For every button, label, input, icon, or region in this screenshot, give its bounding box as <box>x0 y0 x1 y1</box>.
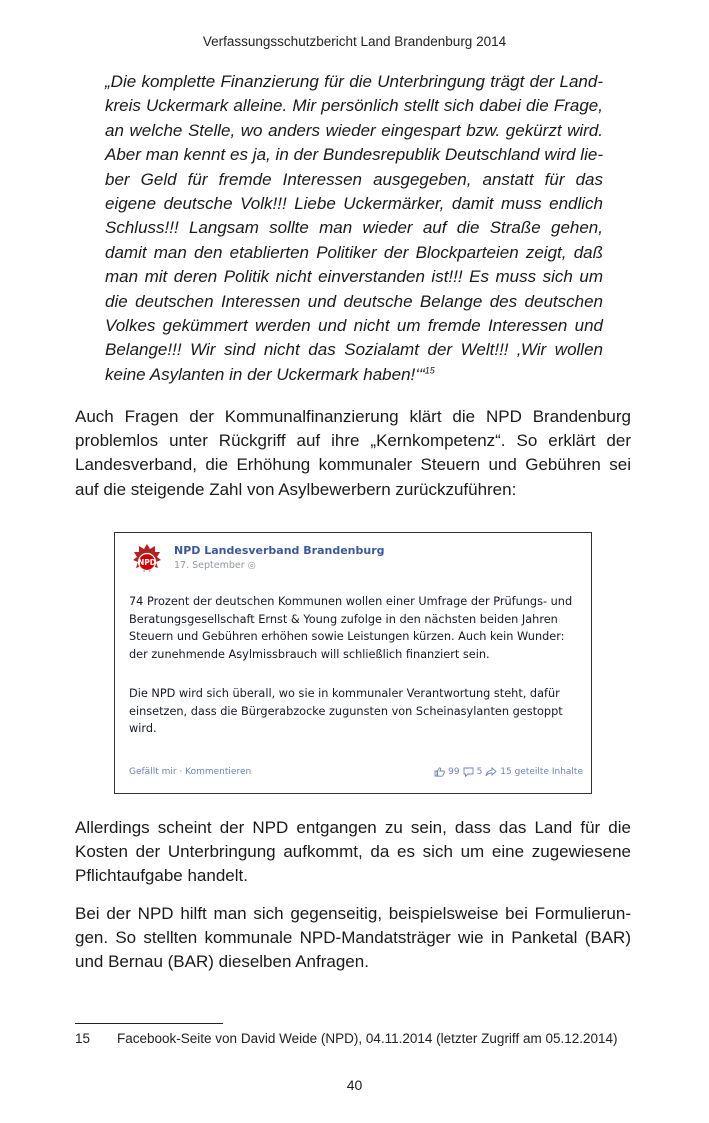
footnote-reference[interactable]: 15 <box>424 365 435 376</box>
body-paragraph-2: Allerdings scheint der NPD entgangen zu sein, dass das Land für die Kosten der Unterbringung aufkommt, da es sich um eine zugewiesene Pflichtaufgabe handelt. <box>75 818 631 886</box>
post-date-text[interactable]: 17. September <box>174 560 245 571</box>
body-paragraph-3: Bei der NPD hilft man sich gegenseitig, beispielsweise bei Formulierungen. So stellten kommunale NPD-Mandatsträger wie in Panketal (BAR) und Bernau (BAR) dieselben Anfragen. <box>75 904 631 972</box>
comment-icon <box>463 767 474 777</box>
running-head: Verfassungsschutzbericht Land Brandenburg 2014 <box>202 34 507 49</box>
post-author-link[interactable]: NPD Landesverband Brandenburg <box>174 544 385 557</box>
svg-text:NPD: NPD <box>138 558 156 567</box>
comments-count[interactable]: 5 <box>476 767 483 777</box>
body-paragraph-1: Auch Fragen der Kommunalfinanzierung klärt die NPD Brandenburg problemlos unter Rückgriff auf ihre „Kernkompetenz“. So erklärt der Landesverband, die Erhöhung kommunaler Steuern und Gebühren sei auf die steigende Zahl von Asylbewerbern zurückzuführen: <box>75 407 631 499</box>
post-actions[interactable]: Gefällt mir · Kommentieren <box>129 767 252 777</box>
post-stats <box>434 767 583 777</box>
like-icon <box>434 767 445 777</box>
post-date <box>174 560 256 571</box>
footnote-text: Facebook-Seite von David Weide (NPD), 04.11.2014 (letzter Zugriff am 05.12.2014) <box>117 1031 618 1046</box>
post-text-1: 74 Prozent der deutschen Kommunen wollen einer Umfrage der Prüfungs- und Beratungsgesellschaft Ernst & Young zufolge in den nächsten beiden Jahren Steuern und Gebühren erhöhen sowie Leistungen kürzen. Auch kein Wunder: der zunehmende Asylmissbrauch will schließlich finanziert sein. <box>129 595 573 661</box>
shares-count[interactable]: 15 geteilte Inhalte <box>500 767 583 777</box>
page-number: 40 <box>346 1077 363 1093</box>
block-quote <box>105 70 603 387</box>
footnote-number: 15 <box>75 1031 91 1046</box>
share-icon <box>485 767 497 777</box>
footnote-divider <box>75 1023 223 1024</box>
npd-logo-icon <box>129 541 165 577</box>
globe-icon: ◎ <box>247 560 256 571</box>
likes-count[interactable]: 99 <box>448 767 460 777</box>
post-text-2: Die NPD wird sich überall, wo sie in kommunaler Verantwortung steht, dafür einsetzen, dass die Bürgerabzocke zugunsten von Scheinasylanten gestoppt wird. <box>129 687 563 735</box>
facebook-post-screenshot <box>114 532 592 794</box>
footnote <box>75 1031 635 1046</box>
quote-text: „Die komplette Finanzierung für die Unterbringung trägt der Landkreis Uckermark alleine. Mir persönlich stellt sich dabei die Frage, an welche Stelle, wo anders wieder eingespart bzw. gekürzt wird. Aber man kennt es ja, in der Bundesrepublik Deutschland wird lieber Geld für fremde Interessen ausgegeben, anstatt für das eigene deutsche Volk!!! Liebe Uckermärker, damit muss endlich Schluss!!! Langsam sollte man wieder auf die Straße gehen, damit man den etablierten Politiker der Blockparteien zeigt, daß man mit deren Politik nicht einverstanden ist!!! Es muss sich um die deutschen Interessen und deutsche Belange des deutschen Volkes gekümmert werden und nicht um fremde Interessen und Belange!!! Wir sind nicht das Sozialamt der Welt!!! ‚Wir wollen keine Asylanten in der Uckermark haben!‘“ <box>105 72 603 384</box>
